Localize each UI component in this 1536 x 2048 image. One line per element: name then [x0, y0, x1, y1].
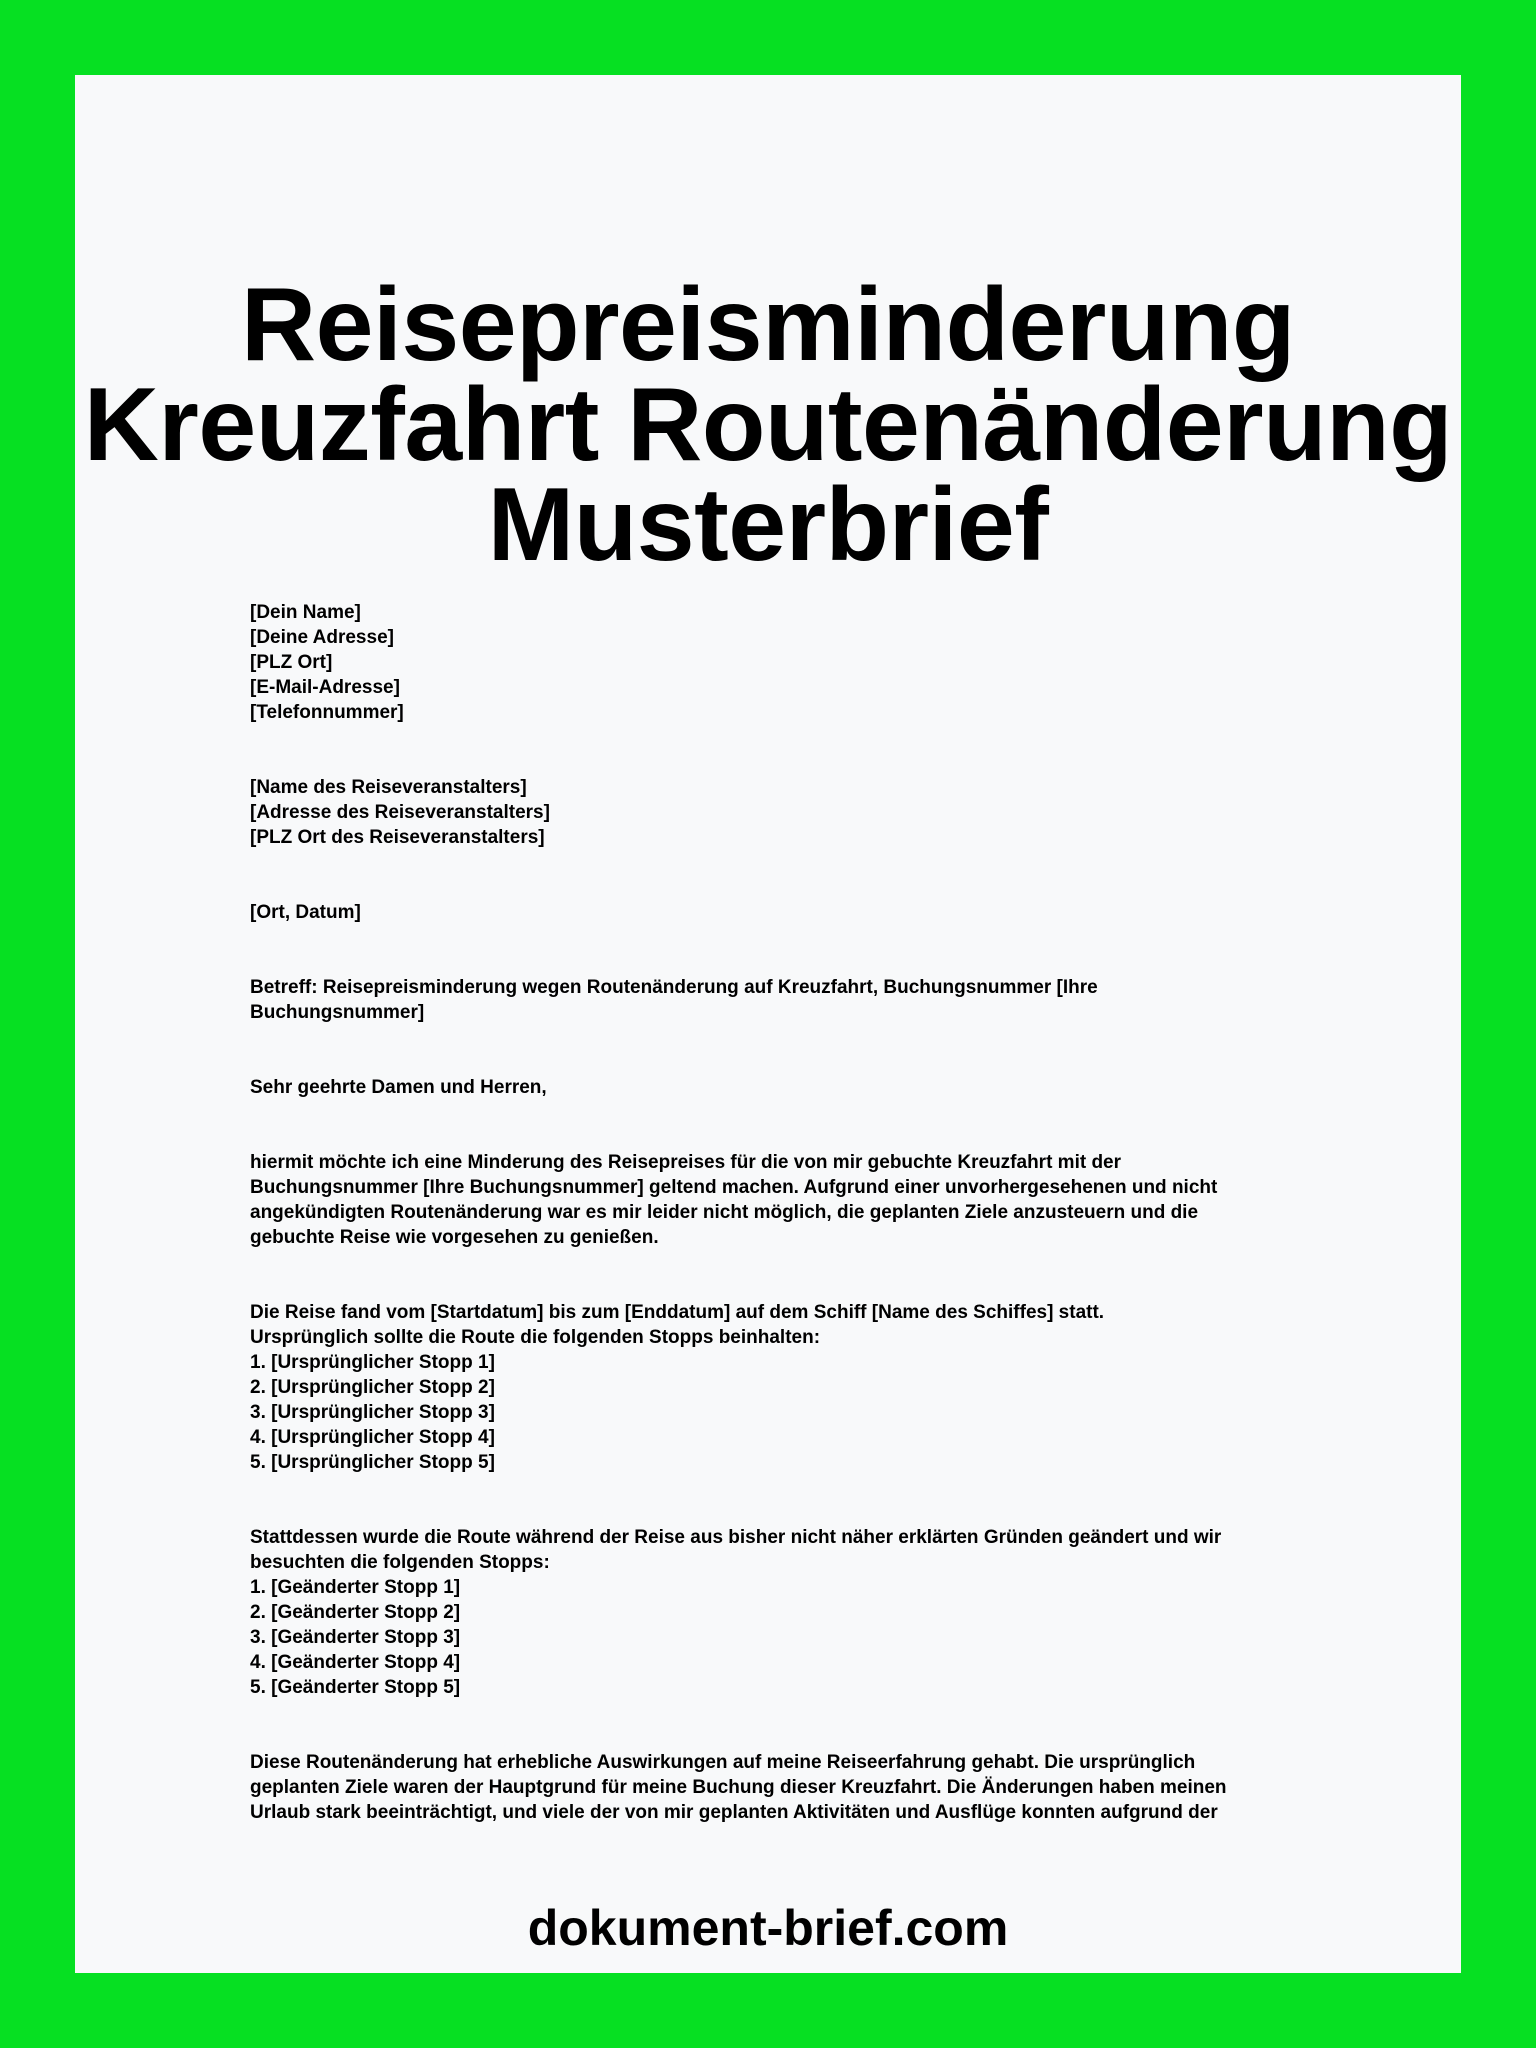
paragraph-line: besuchten die folgenden Stopps: — [250, 1552, 550, 1573]
recipient-city: [PLZ Ort des Reiseveranstalters] — [250, 827, 545, 848]
sender-block — [250, 600, 1320, 725]
spacer — [250, 850, 1320, 900]
paragraph-line: hiermit möchte ich eine Minderung des Reisepreises für die von mir gebuchte Kreuzfahrt mit der — [250, 1152, 1122, 1173]
list-item: 2. [Geänderter Stopp 2] — [250, 1602, 461, 1623]
sender-email: [E-Mail-Adresse] — [250, 677, 400, 698]
paragraph-line: Ursprünglich sollte die Route die folgenden Stopps beinhalten: — [250, 1327, 821, 1348]
spacer — [250, 925, 1320, 975]
sender-name: [Dein Name] — [250, 602, 361, 623]
subject-line-2: Buchungsnummer] — [250, 1002, 425, 1023]
sender-city: [PLZ Ort] — [250, 652, 333, 673]
paragraph-intro — [250, 1150, 1320, 1250]
title-line-1: Reisepreisminderung — [241, 267, 1295, 383]
letter-body — [250, 600, 1320, 1825]
recipient-address: [Adresse des Reiseveranstalters] — [250, 802, 550, 823]
spacer — [250, 725, 1320, 775]
paragraph-line: Stattdessen wurde die Route während der Reise aus bisher nicht näher erklärten Gründen geändert und wir — [250, 1527, 1222, 1548]
paragraph-original-route — [250, 1300, 1320, 1475]
spacer — [250, 1100, 1320, 1150]
place-date: [Ort, Datum] — [250, 902, 361, 923]
spacer — [250, 1475, 1320, 1525]
list-item: 3. [Ursprünglicher Stopp 3] — [250, 1402, 495, 1423]
salutation: Sehr geehrte Damen und Herren, — [250, 1077, 547, 1098]
list-item: 1. [Geänderter Stopp 1] — [250, 1577, 461, 1598]
site-footer-url: dokument-brief.com — [527, 1900, 1009, 1956]
page-title — [75, 267, 1461, 583]
paragraph-changed-route — [250, 1525, 1320, 1700]
list-item: 1. [Ursprünglicher Stopp 1] — [250, 1352, 495, 1373]
recipient-name: [Name des Reiseveranstalters] — [250, 777, 527, 798]
list-item: 5. [Geänderter Stopp 5] — [250, 1677, 461, 1698]
title-line-3: Musterbrief — [487, 467, 1049, 583]
list-item: 5. [Ursprünglicher Stopp 5] — [250, 1452, 495, 1473]
paragraph-line: angekündigten Routenänderung war es mir leider nicht möglich, die geplanten Ziele anzusteuern und die — [250, 1202, 1199, 1223]
paragraph-line: Buchungsnummer [Ihre Buchungsnummer] geltend machen. Aufgrund einer unvorhergesehenen und nicht — [250, 1177, 1218, 1198]
list-item: 4. [Ursprünglicher Stopp 4] — [250, 1427, 495, 1448]
spacer — [250, 1025, 1320, 1075]
paragraph-line: Urlaub stark beeinträchtigt, und viele der von mir geplanten Aktivitäten und Ausflüge konnten aufgrund der — [250, 1802, 1218, 1823]
sender-address: [Deine Adresse] — [250, 627, 394, 648]
paragraph-line: gebuchte Reise wie vorgesehen zu genießen. — [250, 1227, 659, 1248]
subject-line — [250, 975, 1320, 1025]
paragraph-line: geplanten Ziele waren der Hauptgrund für meine Buchung dieser Kreuzfahrt. Die Änderungen haben meinen — [250, 1777, 1227, 1798]
spacer — [250, 1250, 1320, 1300]
list-item: 2. [Ursprünglicher Stopp 2] — [250, 1377, 495, 1398]
paragraph-line: Die Reise fand vom [Startdatum] bis zum [Enddatum] auf dem Schiff [Name des Schiffes] statt. — [250, 1302, 1105, 1323]
list-item: 4. [Geänderter Stopp 4] — [250, 1652, 461, 1673]
list-item: 3. [Geänderter Stopp 3] — [250, 1627, 461, 1648]
paragraph-impact — [250, 1750, 1320, 1825]
letter-page — [75, 75, 1461, 1973]
paragraph-line: Diese Routenänderung hat erhebliche Auswirkungen auf meine Reiseerfahrung gehabt. Die ursprünglich — [250, 1752, 1196, 1773]
sender-phone: [Telefonnummer] — [250, 702, 404, 723]
spacer — [250, 1700, 1320, 1750]
recipient-block — [250, 775, 1320, 850]
title-line-2: Kreuzfahrt Routenänderung — [83, 367, 1453, 483]
subject-line-1: Betreff: Reisepreisminderung wegen Routenänderung auf Kreuzfahrt, Buchungsnummer [Ihre — [250, 977, 1098, 998]
